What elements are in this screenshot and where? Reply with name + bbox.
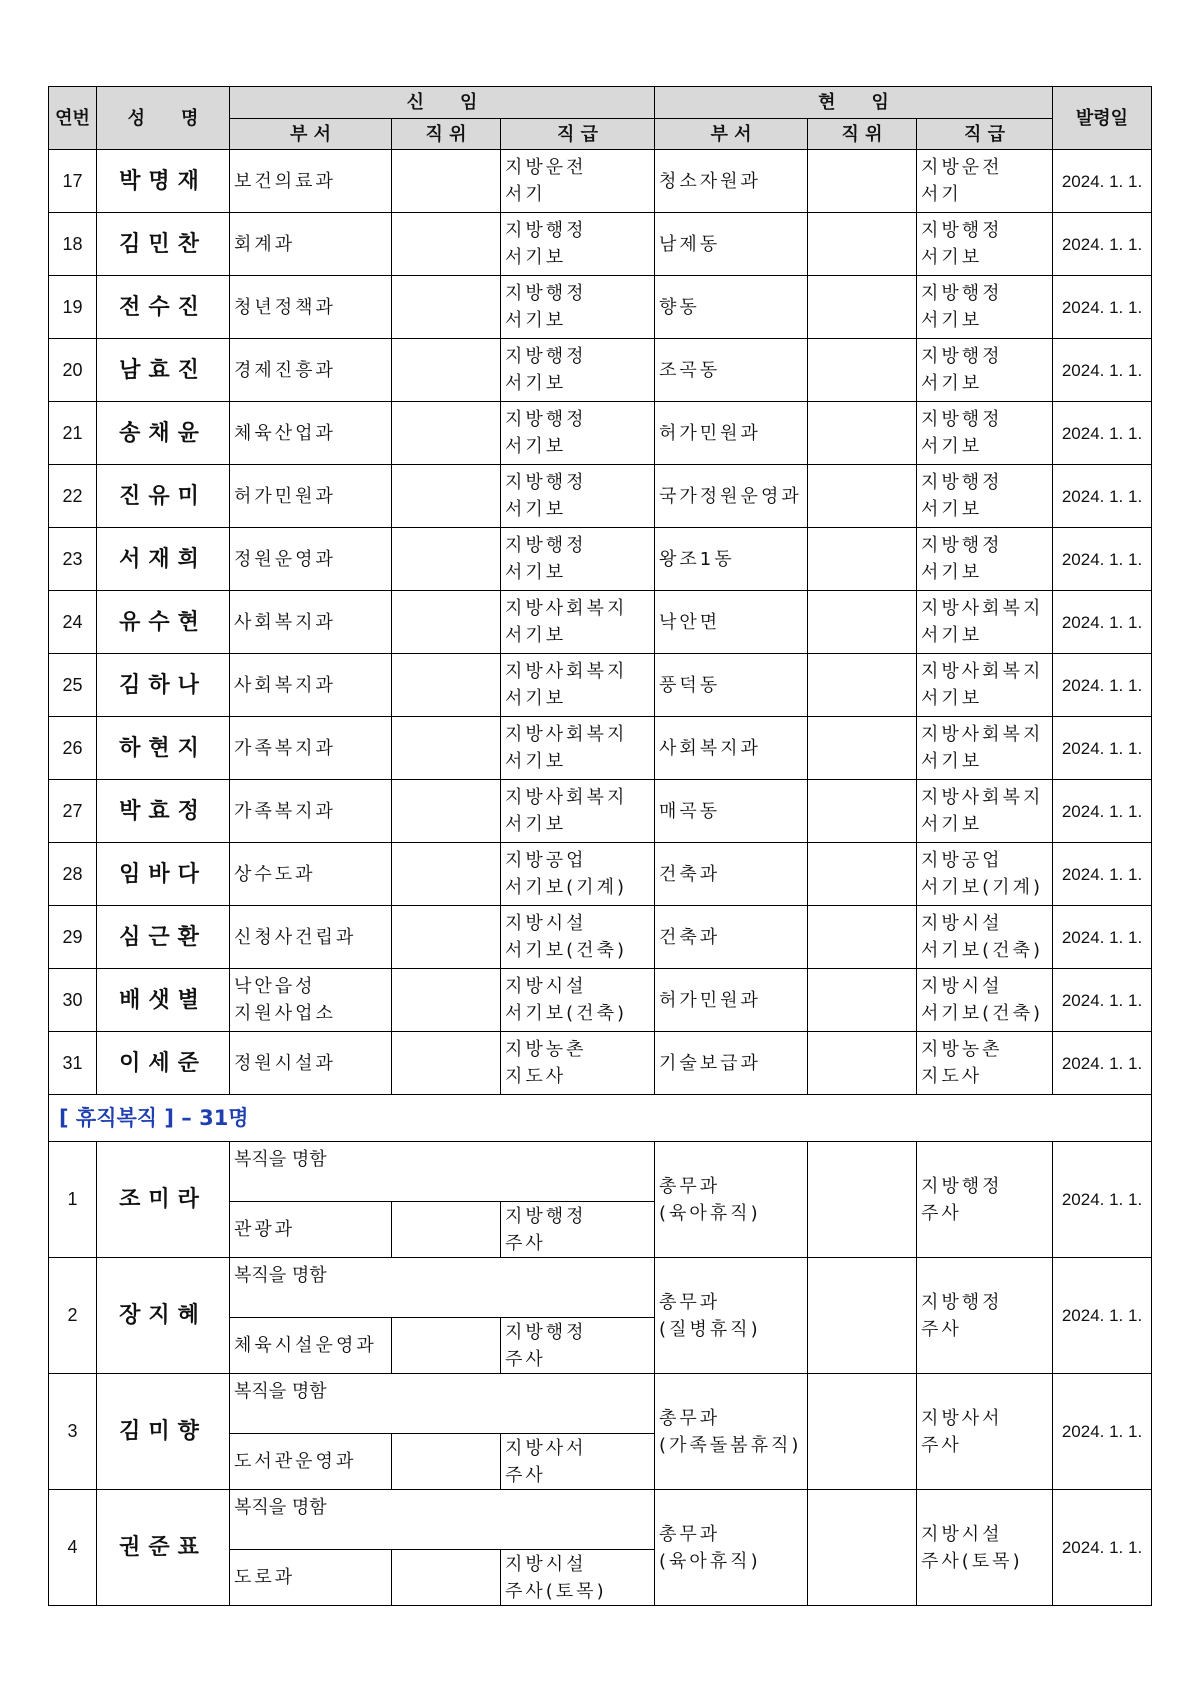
- cell-line: 지방운전: [921, 157, 1003, 178]
- cell-line: 서기보: [921, 499, 983, 520]
- reinstatement-note: 복직을 명함: [230, 1142, 655, 1202]
- cell-line: 지방행정: [505, 472, 587, 493]
- current-dept: 기술보급과: [655, 1032, 808, 1095]
- new-position: [392, 654, 501, 717]
- current-grade: [917, 591, 1053, 654]
- reinstatement-row: [49, 1142, 1152, 1202]
- current-position: [808, 654, 917, 717]
- current-grade: [917, 1142, 1053, 1258]
- row-number: 25: [49, 654, 97, 717]
- header-name: 성 명: [97, 87, 230, 150]
- person-name: 진유미: [97, 465, 230, 528]
- reinstatement-row: [49, 1374, 1152, 1434]
- new-dept: 사회복지과: [230, 591, 392, 654]
- section-title: [ 휴직복직 ] – 31명: [49, 1095, 1152, 1142]
- person-name: 박명재: [97, 150, 230, 213]
- row-number: 17: [49, 150, 97, 213]
- current-dept: 낙안면: [655, 591, 808, 654]
- new-dept: 회계과: [230, 213, 392, 276]
- new-dept: 가족복지과: [230, 780, 392, 843]
- cell-line: 지도사: [505, 1066, 567, 1087]
- table-row: [49, 843, 1152, 906]
- appointment-date: 2024. 1. 1.: [1053, 1490, 1152, 1606]
- cell-line: 지방사회복지: [921, 724, 1044, 745]
- new-grade: [501, 654, 655, 717]
- personnel-table: [48, 86, 1152, 1606]
- current-grade: [917, 906, 1053, 969]
- cell-line: 주사: [505, 1464, 546, 1486]
- row-number: 29: [49, 906, 97, 969]
- current-dept: 청소자원과: [655, 150, 808, 213]
- cell-line: 서기보: [921, 751, 983, 772]
- table-row: [49, 591, 1152, 654]
- cell-line: 지방사회복지: [921, 598, 1044, 619]
- current-position: [808, 1374, 917, 1490]
- person-name: 배샛별: [97, 969, 230, 1032]
- cell-line: 지방행정: [505, 409, 587, 430]
- new-position: [392, 1434, 501, 1490]
- table-row: [49, 780, 1152, 843]
- current-grade: [917, 1258, 1053, 1374]
- new-dept: 보건의료과: [230, 150, 392, 213]
- cell-line: 서기보: [921, 688, 983, 709]
- current-dept: 남제동: [655, 213, 808, 276]
- cell-line: 총무과: [659, 1407, 721, 1429]
- cell-line: (가족돌봄휴직): [659, 1434, 802, 1456]
- cell-line: 지방행정: [921, 283, 1003, 304]
- new-grade: [501, 528, 655, 591]
- reinstatement-note: 복직을 명함: [230, 1258, 655, 1318]
- cell-line: 서기보(건축): [921, 1003, 1043, 1024]
- new-grade: [501, 1202, 655, 1258]
- cell-line: 지방행정: [921, 1291, 1003, 1313]
- cell-line: 지방공업: [921, 850, 1003, 871]
- new-position: [392, 402, 501, 465]
- current-grade: [917, 213, 1053, 276]
- current-grade: [917, 339, 1053, 402]
- cell-line: 서기보(건축): [505, 940, 627, 961]
- person-name: 김하나: [97, 654, 230, 717]
- current-position: [808, 465, 917, 528]
- row-number: 19: [49, 276, 97, 339]
- cell-line: 서기보: [921, 247, 983, 268]
- cell-line: 서기보: [921, 562, 983, 583]
- current-dept: 국가정원운영과: [655, 465, 808, 528]
- cell-line: 지방행정: [505, 283, 587, 304]
- cell-line: 지방시설: [921, 1523, 1003, 1545]
- current-position: [808, 591, 917, 654]
- current-grade: [917, 969, 1053, 1032]
- cell-line: 지방운전: [505, 157, 587, 178]
- current-dept: [655, 1142, 808, 1258]
- header-no: 연번: [49, 87, 97, 150]
- cell-line: 지방행정: [921, 409, 1003, 430]
- new-dept: 정원시설과: [230, 1032, 392, 1095]
- new-position: [392, 906, 501, 969]
- appointment-date: 2024. 1. 1.: [1053, 402, 1152, 465]
- cell-line: 지방농촌: [921, 1039, 1003, 1060]
- current-position: [808, 969, 917, 1032]
- table-row: [49, 402, 1152, 465]
- cell-line: 지방행정: [505, 1321, 587, 1343]
- current-grade: [917, 654, 1053, 717]
- new-position: [392, 717, 501, 780]
- appointment-date: 2024. 1. 1.: [1053, 654, 1152, 717]
- person-name: 이세준: [97, 1032, 230, 1095]
- current-dept: [655, 1490, 808, 1606]
- cell-line: 지방행정: [505, 535, 587, 556]
- current-position: [808, 1258, 917, 1374]
- cell-line: 서기보: [505, 562, 567, 583]
- cell-line: 총무과: [659, 1291, 721, 1313]
- cell-line: 서기: [505, 184, 546, 205]
- cell-line: 지방행정: [921, 472, 1003, 493]
- header-current: 현 임: [655, 87, 1053, 119]
- row-number: 26: [49, 717, 97, 780]
- header-cur-grade: 직 급: [917, 119, 1053, 150]
- cell-line: 지방시설: [921, 913, 1003, 934]
- person-name: 전수진: [97, 276, 230, 339]
- cell-line: 서기보: [921, 373, 983, 394]
- cell-line: 서기보: [505, 247, 567, 268]
- cell-line: 서기보: [921, 310, 983, 331]
- row-number: 27: [49, 780, 97, 843]
- current-position: [808, 843, 917, 906]
- row-number: 31: [49, 1032, 97, 1095]
- new-dept: 정원운영과: [230, 528, 392, 591]
- current-dept: 허가민원과: [655, 969, 808, 1032]
- new-grade: [501, 906, 655, 969]
- new-dept: 관광과: [230, 1202, 392, 1258]
- appointment-date: 2024. 1. 1.: [1053, 843, 1152, 906]
- cell-line: (질병휴직): [659, 1318, 761, 1340]
- new-grade: [501, 591, 655, 654]
- current-dept: 향동: [655, 276, 808, 339]
- table-row: [49, 150, 1152, 213]
- new-grade: [501, 1550, 655, 1606]
- current-dept: 왕조1동: [655, 528, 808, 591]
- new-position: [392, 213, 501, 276]
- new-position: [392, 780, 501, 843]
- reinstatement-row: [49, 1258, 1152, 1318]
- new-dept: 상수도과: [230, 843, 392, 906]
- new-dept: 도로과: [230, 1550, 392, 1606]
- new-grade: [501, 1032, 655, 1095]
- current-grade: [917, 276, 1053, 339]
- appointment-date: 2024. 1. 1.: [1053, 339, 1152, 402]
- person-name: 남효진: [97, 339, 230, 402]
- cell-line: 지방시설: [505, 913, 587, 934]
- person-name: 송채윤: [97, 402, 230, 465]
- current-position: [808, 1490, 917, 1606]
- section-row: [49, 1095, 1152, 1142]
- cell-line: 지방시설: [921, 976, 1003, 997]
- current-grade: [917, 843, 1053, 906]
- cell-line: 서기: [921, 184, 962, 205]
- row-number: 2: [49, 1258, 97, 1374]
- new-position: [392, 591, 501, 654]
- cell-line: 서기보: [505, 373, 567, 394]
- new-position: [392, 465, 501, 528]
- row-number: 28: [49, 843, 97, 906]
- current-position: [808, 780, 917, 843]
- new-position: [392, 1202, 501, 1258]
- current-grade: [917, 150, 1053, 213]
- table-row: [49, 1032, 1152, 1095]
- person-name: 조미라: [97, 1142, 230, 1258]
- cell-line: 지방사회복지: [505, 661, 628, 682]
- new-dept: 신청사건립과: [230, 906, 392, 969]
- cell-line: 서기보(기계): [921, 877, 1043, 898]
- table-row: [49, 213, 1152, 276]
- cell-line: 주사(토목): [505, 1580, 607, 1602]
- current-position: [808, 339, 917, 402]
- cell-line: 지방사회복지: [921, 661, 1044, 682]
- cell-line: 지방시설: [505, 1553, 587, 1575]
- cell-line: 서기보: [505, 751, 567, 772]
- cell-line: 지방농촌: [505, 1039, 587, 1060]
- header-cur-position: 직 위: [808, 119, 917, 150]
- new-dept: 체육산업과: [230, 402, 392, 465]
- cell-line: 주사: [921, 1434, 962, 1456]
- row-number: 18: [49, 213, 97, 276]
- appointment-date: 2024. 1. 1.: [1053, 906, 1152, 969]
- table-row: [49, 465, 1152, 528]
- new-grade: [501, 402, 655, 465]
- person-name: 심근환: [97, 906, 230, 969]
- header-new-dept: 부 서: [230, 119, 392, 150]
- new-position: [392, 843, 501, 906]
- new-position: [392, 1032, 501, 1095]
- new-position: [392, 1550, 501, 1606]
- cell-line: 서기보(기계): [505, 877, 627, 898]
- current-dept: [655, 1258, 808, 1374]
- appointment-date: 2024. 1. 1.: [1053, 1142, 1152, 1258]
- new-grade: [501, 213, 655, 276]
- header-new-position: 직 위: [392, 119, 501, 150]
- new-grade: [501, 843, 655, 906]
- cell-line: 서기보: [921, 625, 983, 646]
- new-grade: [501, 1318, 655, 1374]
- row-number: 30: [49, 969, 97, 1032]
- current-position: [808, 276, 917, 339]
- appointment-date: 2024. 1. 1.: [1053, 1374, 1152, 1490]
- cell-line: 지방시설: [505, 976, 587, 997]
- row-number: 3: [49, 1374, 97, 1490]
- row-number: 24: [49, 591, 97, 654]
- appointment-date: 2024. 1. 1.: [1053, 528, 1152, 591]
- cell-line: 지방행정: [921, 1175, 1003, 1197]
- person-name: 하현지: [97, 717, 230, 780]
- new-dept: 사회복지과: [230, 654, 392, 717]
- cell-line: 서기보: [505, 310, 567, 331]
- appointment-date: 2024. 1. 1.: [1053, 591, 1152, 654]
- cell-line: 서기보: [505, 625, 567, 646]
- new-position: [392, 276, 501, 339]
- table-row: [49, 654, 1152, 717]
- cell-line: 지방행정: [921, 535, 1003, 556]
- cell-line: 서기보: [505, 436, 567, 457]
- current-position: [808, 402, 917, 465]
- cell-line: 서기보: [505, 688, 567, 709]
- cell-line: 주사: [921, 1318, 962, 1340]
- new-position: [392, 1318, 501, 1374]
- new-grade: [501, 1434, 655, 1490]
- person-name: 유수현: [97, 591, 230, 654]
- cell-line: 지방행정: [505, 220, 587, 241]
- current-grade: [917, 1032, 1053, 1095]
- appointment-date: 2024. 1. 1.: [1053, 150, 1152, 213]
- header-row-1: [49, 87, 1152, 119]
- table-row: [49, 906, 1152, 969]
- current-grade: [917, 1374, 1053, 1490]
- cell-line: 낙안읍성: [234, 976, 316, 997]
- new-grade: [501, 780, 655, 843]
- cell-line: 지방행정: [505, 346, 587, 367]
- new-dept: [230, 969, 392, 1032]
- cell-line: 주사: [505, 1232, 546, 1254]
- row-number: 23: [49, 528, 97, 591]
- cell-line: 주사(토목): [921, 1550, 1023, 1572]
- appointment-date: 2024. 1. 1.: [1053, 1032, 1152, 1095]
- person-name: 박효정: [97, 780, 230, 843]
- cell-line: 서기보(건축): [505, 1003, 627, 1024]
- cell-line: 지방사회복지: [921, 787, 1044, 808]
- cell-line: (육아휴직): [659, 1202, 761, 1224]
- new-dept: 도서관운영과: [230, 1434, 392, 1490]
- header-cur-dept: 부 서: [655, 119, 808, 150]
- cell-line: 지방사회복지: [505, 724, 628, 745]
- reinstatement-row: [49, 1490, 1152, 1550]
- table-row: [49, 528, 1152, 591]
- cell-line: 서기보: [505, 499, 567, 520]
- new-grade: [501, 969, 655, 1032]
- table-row: [49, 276, 1152, 339]
- current-dept: 사회복지과: [655, 717, 808, 780]
- table-row: [49, 717, 1152, 780]
- cell-line: 지방행정: [921, 220, 1003, 241]
- person-name: 김미향: [97, 1374, 230, 1490]
- header-new-grade: 직 급: [501, 119, 655, 150]
- reinstatement-note: 복직을 명함: [230, 1490, 655, 1550]
- new-grade: [501, 339, 655, 402]
- person-name: 장지혜: [97, 1258, 230, 1374]
- appointment-date: 2024. 1. 1.: [1053, 969, 1152, 1032]
- header-new: 신 임: [230, 87, 655, 119]
- appointment-date: 2024. 1. 1.: [1053, 780, 1152, 843]
- cell-line: 지방행정: [921, 346, 1003, 367]
- person-name: 김민찬: [97, 213, 230, 276]
- current-grade: [917, 1490, 1053, 1606]
- current-position: [808, 717, 917, 780]
- cell-line: 지방공업: [505, 850, 587, 871]
- new-position: [392, 339, 501, 402]
- cell-line: 지방행정: [505, 1205, 587, 1227]
- new-dept: 허가민원과: [230, 465, 392, 528]
- new-grade: [501, 276, 655, 339]
- current-dept: 허가민원과: [655, 402, 808, 465]
- new-grade: [501, 717, 655, 780]
- appointment-date: 2024. 1. 1.: [1053, 465, 1152, 528]
- table-row: [49, 969, 1152, 1032]
- cell-line: (육아휴직): [659, 1550, 761, 1572]
- current-grade: [917, 465, 1053, 528]
- cell-line: 총무과: [659, 1523, 721, 1545]
- current-grade: [917, 717, 1053, 780]
- cell-line: 지도사: [921, 1066, 983, 1087]
- new-dept: 체육시설운영과: [230, 1318, 392, 1374]
- new-dept: 청년정책과: [230, 276, 392, 339]
- appointment-date: 2024. 1. 1.: [1053, 1258, 1152, 1374]
- current-position: [808, 150, 917, 213]
- cell-line: 지방사서: [505, 1437, 587, 1459]
- appointment-date: 2024. 1. 1.: [1053, 717, 1152, 780]
- current-dept: 건축과: [655, 843, 808, 906]
- reinstatement-note: 복직을 명함: [230, 1374, 655, 1434]
- cell-line: 서기보: [921, 814, 983, 835]
- header-date: 발령일: [1053, 87, 1152, 150]
- row-number: 1: [49, 1142, 97, 1258]
- cell-line: 주사: [505, 1348, 546, 1370]
- new-grade: [501, 150, 655, 213]
- current-dept: 조곡동: [655, 339, 808, 402]
- new-dept: 경제진흥과: [230, 339, 392, 402]
- current-dept: [655, 1374, 808, 1490]
- new-position: [392, 969, 501, 1032]
- cell-line: 지방사회복지: [505, 787, 628, 808]
- cell-line: 서기보: [505, 814, 567, 835]
- current-position: [808, 1032, 917, 1095]
- current-dept: 매곡동: [655, 780, 808, 843]
- row-number: 4: [49, 1490, 97, 1606]
- current-dept: 풍덕동: [655, 654, 808, 717]
- appointment-date: 2024. 1. 1.: [1053, 213, 1152, 276]
- row-number: 21: [49, 402, 97, 465]
- new-position: [392, 150, 501, 213]
- current-grade: [917, 402, 1053, 465]
- current-grade: [917, 780, 1053, 843]
- cell-line: 지방사서: [921, 1407, 1003, 1429]
- table-row: [49, 339, 1152, 402]
- cell-line: 총무과: [659, 1175, 721, 1197]
- current-position: [808, 528, 917, 591]
- cell-line: 서기보: [921, 436, 983, 457]
- row-number: 20: [49, 339, 97, 402]
- current-grade: [917, 528, 1053, 591]
- new-dept: 가족복지과: [230, 717, 392, 780]
- current-position: [808, 906, 917, 969]
- cell-line: 서기보(건축): [921, 940, 1043, 961]
- person-name: 임바다: [97, 843, 230, 906]
- cell-line: 주사: [921, 1202, 962, 1224]
- current-position: [808, 1142, 917, 1258]
- cell-line: 지방사회복지: [505, 598, 628, 619]
- appointment-date: 2024. 1. 1.: [1053, 276, 1152, 339]
- person-name: 서재희: [97, 528, 230, 591]
- new-position: [392, 528, 501, 591]
- cell-line: 지원사업소: [234, 1003, 336, 1024]
- current-dept: 건축과: [655, 906, 808, 969]
- current-position: [808, 213, 917, 276]
- new-grade: [501, 465, 655, 528]
- person-name: 권준표: [97, 1490, 230, 1606]
- row-number: 22: [49, 465, 97, 528]
